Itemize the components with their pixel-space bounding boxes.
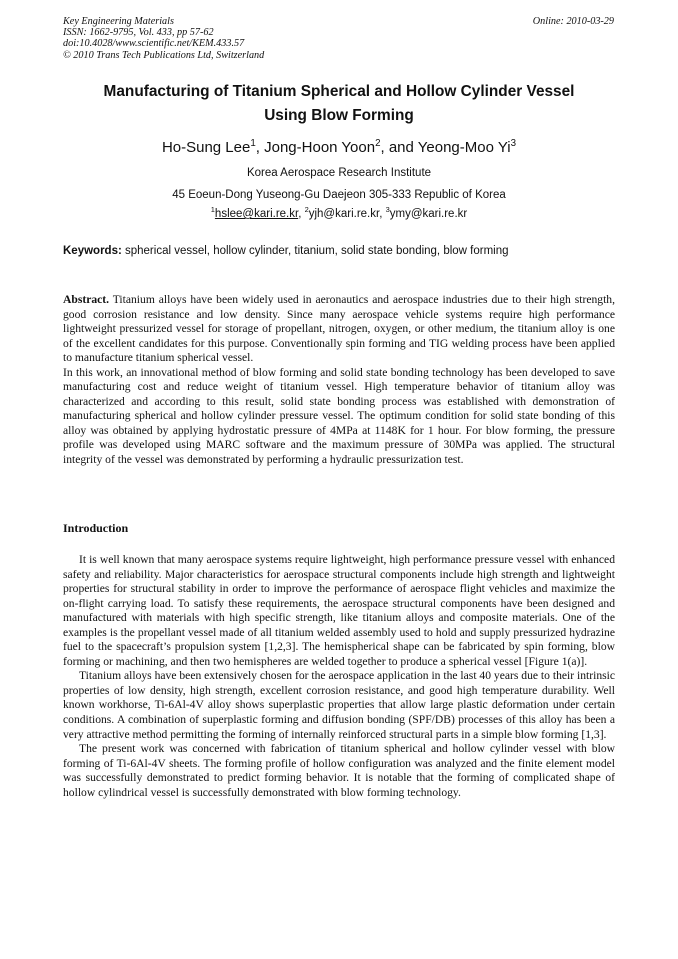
intro-para-3: The present work was concerned with fabrication of titanium spherical and hollow cylinder vessel with blow forming of Ti-6Al-4V sheets. The forming profile of hollow configuration was analyzed and the finite element model was successfully demonstrated to predict forming behavior. It is notable that the forming of complicated shape of hollow cylindrical vessel is successfully demonstrated with blow forming technology.	[63, 742, 615, 799]
title-line-1: Manufacturing of Titanium Spherical and Hollow Cylinder Vessel	[103, 83, 575, 100]
online-date: Online: 2010-03-29	[532, 16, 614, 27]
institute-name: Korea Aerospace Research Institute	[246, 167, 432, 179]
email-sep-2: ,	[379, 208, 386, 220]
journal-header	[63, 16, 264, 61]
author-3: Yeong-Moo Yi	[417, 139, 511, 156]
affiliation	[60, 162, 618, 206]
issn-line: ISSN: 1662-9795, Vol. 433, pp 57-62	[63, 27, 214, 39]
journal-name: Key Engineering Materials	[63, 16, 174, 27]
author-list	[60, 138, 618, 158]
keywords-text: spherical vessel, hollow cylinder, titanium, solid state bonding, blow forming	[121, 245, 509, 257]
email-1-link[interactable]: hslee@kari.re.kr	[214, 208, 299, 220]
keywords	[63, 243, 623, 259]
title-line-2: Using Blow Forming	[264, 107, 414, 124]
abstract-text-1: Titanium alloys have been widely used in aeronautics and aerospace industries due to their high strength, good corrosion resistance and low density. Since many aerospace vehicle systems require high performance lightweight pressurized vessel for storage of propellant, nitrogen, oxygen, or other medium, the titanium alloy is one of the excellent candidates for this purpose. Conventionally spin forming and TIG welding process have been applied to manufacture titanium spherical vessel.	[63, 293, 615, 365]
email-1-sup: 1	[210, 205, 215, 215]
abstract	[63, 293, 615, 468]
author-sep-1: ,	[255, 139, 265, 156]
abstract-para-2: In this work, an innovational method of blow forming and solid state bonding technology has been developed to save manufacturing cost and reduce weight of titanium vessel. High temperature behavior of titanium alloy was characterized and according to this result, solid state bonding process was established with demonstration of manufacturing spherical and hollow cylinder pressure vessel. The optimum condition for solid state bonding of this alloy was obtained by applying hydrostatic pressure of 4MPa at 1148K for 1 hour. For blow forming, the pressure profile was developed using MARC software and the maximum pressure of 30MPa was applied. The structural integrity of the vessel was demonstrated by performing a hydraulic pressurization test.	[63, 365, 615, 467]
email-3: ymy@kari.re.kr	[389, 208, 468, 220]
introduction-heading: Introduction	[63, 521, 129, 535]
intro-para-2: Titanium alloys have been extensively chosen for the aerospace application in the last 40 years due to their intrinsic properties of low density, high strength, excellent corrosion resistance, and good high temperature durability. Well known workhorse, Ti-6Al-4V alloy shows superplastic properties that allow large plastic deformation under certain conditions. A combination of superplastic forming and diffusion bonding (SPF/DB) processes of this alloy has been a very attractive method permitting the forming of internally reinforced structural parts in a simple blow forming [1,3].	[63, 669, 615, 741]
author-3-sup: 3	[510, 138, 517, 149]
institute-address: 45 Eoeun-Dong Yuseong-Gu Daejeon 305-333 Republic of Korea	[172, 189, 506, 201]
author-2: Jong-Hoon Yoon	[264, 139, 376, 156]
abstract-label: Abstract.	[63, 293, 110, 306]
author-sep-2: , and	[380, 139, 418, 156]
author-2-sup: 2	[375, 138, 381, 149]
keywords-label: Keywords:	[63, 245, 122, 257]
email-list	[60, 205, 618, 223]
doi-line: doi:10.4028/www.scientific.net/KEM.433.57	[63, 38, 245, 50]
abstract-para-1	[63, 293, 615, 366]
author-1: Ho-Sung Lee	[161, 139, 251, 156]
author-1-sup: 1	[250, 138, 256, 149]
email-2: yjh@kari.re.kr	[308, 208, 380, 220]
intro-para-1: It is well known that many aerospace systems require lightweight, high performance pressure vessel with enhanced safety and reliability. Major characteristics for aerospace structural components include high strength and lightweight properties for structural stability in order to improve the performance of aerospace flight vehicles and maximize the on-flight carrying load. To satisfy these requirements, the aerospace structural components have been designed and manufactured with materials with high specific strength, like titanium alloys and composite materials. One of the examples is the propellant vessel made of all titanium welded assembly used to hold and supply pressurized hydrazine fuel to the spacecraft’s propulsion system [1,2,3]. The hemispherical shape can be fabricated by spin forming, blow forming or machining, and then two hemispheres are welded together to produce a spherical vessel [Figure 1(a)].	[63, 553, 615, 668]
copyright-line: © 2010 Trans Tech Publications Ltd, Switzerland	[63, 49, 265, 61]
email-3-sup: 3	[385, 205, 390, 215]
paper-title	[60, 80, 618, 128]
email-2-sup: 2	[304, 205, 309, 215]
email-sep-1: ,	[298, 208, 305, 220]
introduction-body	[63, 553, 615, 800]
